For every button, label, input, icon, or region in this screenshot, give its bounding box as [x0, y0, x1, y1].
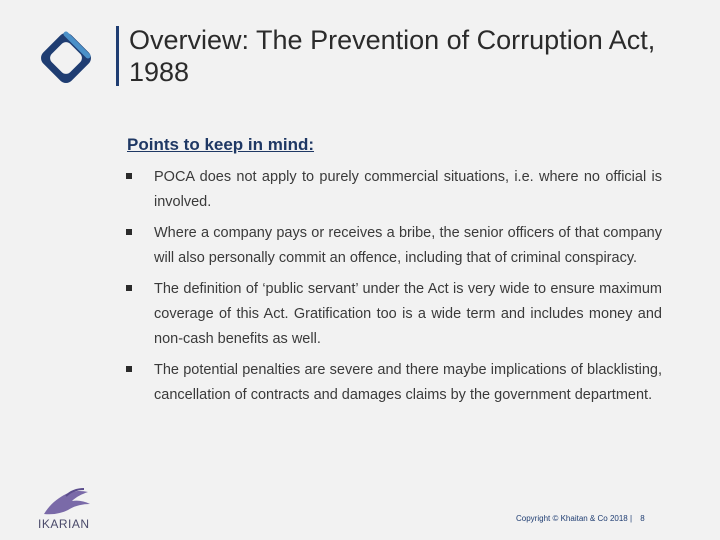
bullet-text: The definition of ‘public servant’ under the Act is very wide to ensure maximum coverage of this Act. Gratification too is a wide term and includes money and non-cash benefits as well. [154, 281, 662, 347]
square-bullet-icon [126, 366, 132, 372]
copyright-text: Copyright © Khaitan & Co 2018 | [516, 514, 633, 523]
list-item [126, 358, 662, 408]
list-item [126, 277, 662, 352]
company-logo-icon [38, 30, 94, 86]
bullet-text: POCA does not apply to purely commercial situations, i.e. where no official is involved. [154, 169, 662, 210]
bullet-text: Where a company pays or receives a bribe, the senior officers of that company will also personally commit an offence, including that of criminal conspiracy. [154, 225, 662, 266]
bullet-text: The potential penalties are severe and there maybe implications of blacklisting, cancellation of contracts and damages claims by the government department. [154, 362, 662, 403]
list-item [126, 165, 662, 215]
square-bullet-icon [126, 173, 132, 179]
section-heading: Points to keep in mind: [127, 135, 315, 154]
page-title: Overview: The Prevention of Corruption Act, 1988 [129, 25, 656, 87]
copyright-footer [516, 514, 645, 523]
square-bullet-icon [126, 285, 132, 291]
square-bullet-icon [126, 229, 132, 235]
footer-logo-text: IKARIAN [38, 517, 90, 531]
page-number: 8 [640, 514, 645, 523]
bullet-list [126, 165, 662, 414]
title-divider [116, 26, 119, 86]
list-item [126, 221, 662, 271]
